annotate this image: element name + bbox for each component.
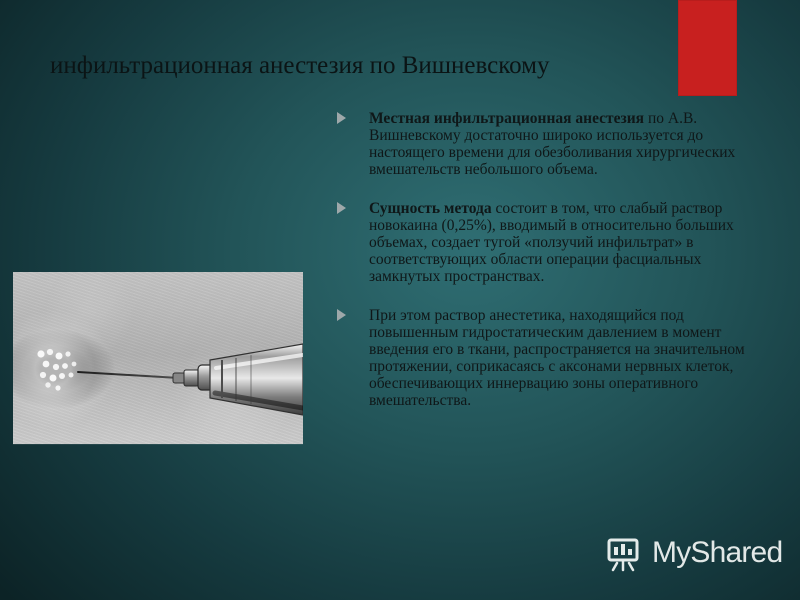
projector-icon bbox=[605, 533, 645, 573]
bullet-text: состоит в том, что слабый раствор новокаина (0,25%), вводимый в относительно больших объемах, создает тугой «ползучий инфильтрат» в соответствующих области операции фасциальных замкнутых пространствах. bbox=[369, 200, 734, 285]
bullet-arrow-icon bbox=[337, 112, 346, 124]
watermark-text: MyShared bbox=[652, 536, 783, 569]
bullet-lead: Сущность метода bbox=[369, 200, 492, 217]
bullet-text: по А.В. Вишневскому достаточно широко используется до настоящего времени для обезболивания хирургических вмешательств небольшого объема. bbox=[369, 110, 736, 178]
slide-title: инфильтрационная анестезия по Вишневскому bbox=[50, 52, 550, 79]
bullet-arrow-icon bbox=[337, 309, 346, 321]
watermark bbox=[605, 532, 782, 574]
bullet-item bbox=[337, 200, 775, 285]
bullet-item bbox=[337, 110, 775, 178]
bullet-text: При этом раствор анестетика, находящийся под повышенным гидростатическим давлением в момент введения его в ткани, распространяется на значительном протяжении, соприкасаясь с аксонами нервных клеток, обеспечивающих иннервацию зоны оперативного вмешательства. bbox=[369, 307, 745, 409]
syringe-illustration bbox=[13, 272, 303, 444]
bullet-list bbox=[337, 110, 775, 431]
syringe-icon bbox=[13, 272, 303, 444]
bullet-item bbox=[337, 307, 775, 409]
bullet-arrow-icon bbox=[337, 202, 346, 214]
accent-bar bbox=[678, 0, 737, 96]
bullet-lead: Местная инфильтрационная анестезия bbox=[369, 110, 645, 127]
